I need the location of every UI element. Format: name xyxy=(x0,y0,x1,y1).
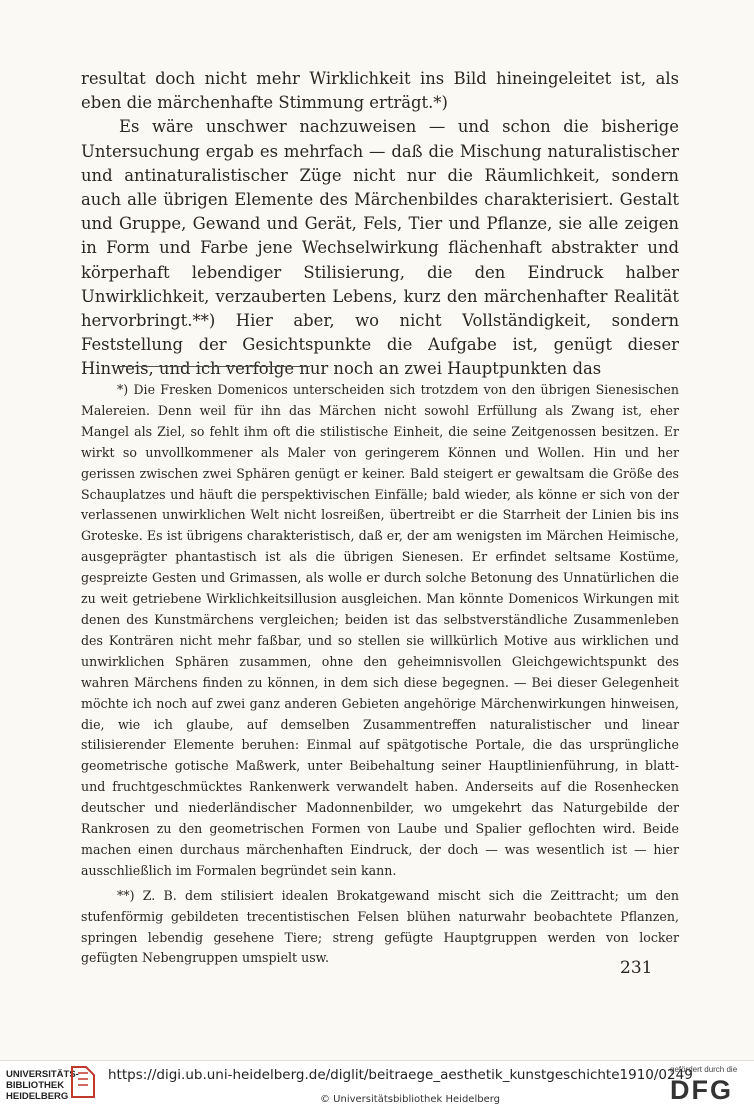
footnote-1: *) Die Fresken Domenicos unterscheiden sich trotzdem von den übrigen Sienesischen Malereien. Denn weil für ihn das Märchen nicht sowohl Erfüllung als Zwang ist, eher Mangel als Ziel, so fehlt ihm oft die stilistische Einheit, die seine Zeitgenossen besitzen. Er wirkt so unvollkommener als Maler von geringerem Können und Wollen. Hin und her gerissen zwischen zwei Sphären genügt er keiner. Bald steigert er gewaltsam die Größe des Schauplatzes und häuft die perspektivischen Einfälle; bald wieder, als könne er sich von der verlassenen unwirklichen Welt nicht losreißen, übertreibt er die Starrheit der Linien bis ins Groteske. Es ist übrigens charakteristisch, daß er, der am wenigsten im Märchen Heimische, ausgeprägter phantastisch ist als die übrigen Sienesen. Er erfindet seltsame Kostüme, gespreizte Gesten und Grimassen, als wolle er durch solche Betonung des Unnatürlichen die zu weit getriebene Wirklichkeitsillusion ausgleichen. Man könnte Domenicos Wirkungen mit denen des Kunstmärchens vergleichen; beiden ist das selbstverständliche Zusammenleben des Konträren nicht mehr faßbar, und so stellen sie willkürlich Motive aus wirklichen und unwirklichen Sphären zusammen, ohne den geheimnisvollen Gleichgewichtspunkt des wahren Märchens finden zu können, in dem sich diese begegnen. — Bei dieser Gelegenheit möchte ich noch auf zwei ganz anderen Gebieten angehörige Märchenwirkungen hinweisen, die, wie ich glaube, auf demselben Zusammentreffen naturalistischer und linear stilisierender Elemente beruhen: Einmal auf spätgotische Portale, die das ursprüngliche geometrische gotische Maßwerk, unter Beibehaltung seiner Hauptlinienführung, in blatt- und fruchtgeschmücktes Rankenwerk verwandelt haben. Anderseits auf die Rosenhecken deutscher und niederländischer Madonnenbilder, wo umgekehrt das Naturgebilde der Rankrosen zu den geometrischen Formen von Laube und Spalier geflochten wird. Beide machen einen durchaus märchenhaften Eindruck, der doch — was wesentlich ist — hier ausschließlich im Formalen begründet sein kann. xyxy=(81,382,679,878)
footnote-2: **) Z. B. dem stilisiert idealen Brokatgewand mischt sich die Zeittracht; um den stufenförmig gebildeten trecentistischen Felsen blühen naturwahr beobachtete Pflanzen, springen lebendig gesehene Tiere; streng gefügte Hauptgruppen werden von locker gefügten Nebengruppen umspielt usw. xyxy=(81,887,679,966)
main-text xyxy=(81,67,679,382)
library-logo-line-1: UNIVERSITÄTS- xyxy=(6,1069,79,1080)
funding-note: gefördert durch die xyxy=(670,1065,738,1074)
page-number: 231 xyxy=(620,958,653,978)
footnotes xyxy=(81,380,679,969)
footer-bar xyxy=(0,1060,754,1113)
footnote-divider xyxy=(120,366,310,367)
paragraph-1: resultat doch nicht mehr Wirklichkeit ins Bild hineingeleitet ist, als eben die märchenhafte Stimmung erträgt.*) xyxy=(81,69,679,113)
copyright-notice: © Universitätsbibliothek Heidelberg xyxy=(320,1094,501,1105)
library-logo-line-2: BIBLIOTHEK xyxy=(6,1080,65,1091)
paragraph-2: Es wäre unschwer nachzuweisen — und schon die bisherige Untersuchung ergab es mehrfach — daß die Mischung naturalistischer und antinaturalistischer Züge nicht nur die Räumlichkeit, sondern auch alle übrigen Elemente des Märchenbildes charakterisiert. Gestalt und Gruppe, Gewand und Gerät, Fels, Tier und Pflanze, sie alle zeigen in Form und Farbe jene Wechselwirkung flächenhaft abstrakter und körperhaft lebendiger Stilisierung, die den Eindruck halber Unwirklichkeit, verzauberten Lebens, kurz den märchenhafter Realität hervorbringt.**) Hier aber, wo nicht Vollständigkeit, sondern Feststellung der Gesichtspunkte die Aufgabe ist, genügt dieser Hinweis, und ich verfolge nur noch an zwei Hauptpunkten das xyxy=(81,117,679,379)
library-logo-line-3: HEIDELBERG xyxy=(6,1091,69,1102)
library-crest-icon xyxy=(68,1063,98,1101)
permalink-url[interactable]: https://digi.ub.uni-heidelberg.de/diglit/beitraege_aesthetik_kunstgeschichte1910/0249 xyxy=(108,1067,693,1083)
dfg-logo: DFG xyxy=(670,1075,733,1105)
